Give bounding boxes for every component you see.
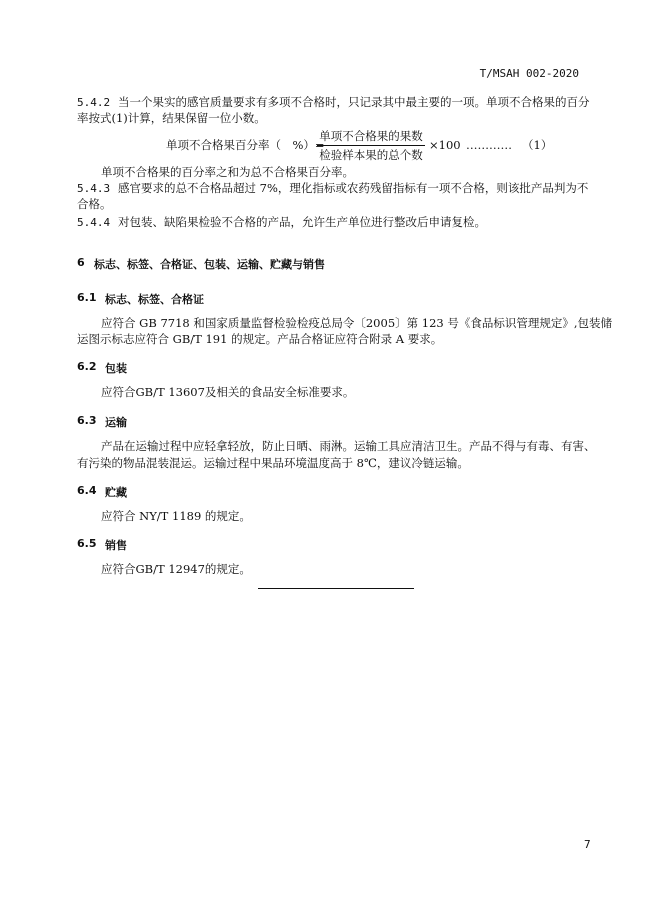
section-6-3-line-2: 有污染的物品混装混运。运输过程中果品环境温度高于 8℃，建议冷链运输。 bbox=[77, 456, 469, 470]
formula-numerator: 单项不合格果的果数 bbox=[317, 128, 425, 146]
formula-fraction bbox=[317, 128, 425, 163]
section-number-6: 6 bbox=[77, 256, 85, 269]
formula-multiplier: ×100 bbox=[429, 138, 461, 152]
section-number-6-4: 6.4 bbox=[77, 484, 97, 497]
clause-5-4-2-line-1: 当一个果实的感官质量要求有多项不合格时，只记录其中最主要的一项。单项不合格果的百分 bbox=[118, 95, 590, 109]
section-number-6-2: 6.2 bbox=[77, 360, 97, 373]
section-6-2-heading: 包装 bbox=[105, 362, 127, 375]
section-6-1-line-1: 应符合 GB 7718 和国家质量监督检验检疫总局令〔2005〕第 123 号《食品标识管理规定》,包装储 bbox=[101, 316, 613, 330]
section-6-5-heading: 销售 bbox=[105, 539, 127, 552]
clause-5-4-2-note: 单项不合格果的百分率之和为总不合格果百分率。 bbox=[101, 165, 354, 179]
clause-number-5-4-4: 5.4.4 bbox=[77, 216, 111, 229]
clause-number-5-4-3: 5.4.3 bbox=[77, 182, 111, 195]
section-6-4-heading: 贮藏 bbox=[105, 486, 127, 499]
section-number-6-1: 6.1 bbox=[77, 291, 97, 304]
page-number: 7 bbox=[584, 838, 591, 851]
section-number-6-5: 6.5 bbox=[77, 537, 97, 550]
clause-number-5-4-2: 5.4.2 bbox=[77, 96, 111, 109]
formula-leader-dots: ………… bbox=[466, 138, 512, 152]
section-6-heading: 标志、标签、合格证、包装、运输、贮藏与销售 bbox=[94, 258, 325, 271]
formula-lhs: 单项不合格果百分率（ %）= bbox=[166, 138, 325, 152]
formula-denominator: 检验样本果的总个数 bbox=[319, 148, 423, 162]
section-6-4-text: 应符合 NY/T 1189 的规定。 bbox=[101, 509, 251, 523]
formula-equation-number: （1） bbox=[522, 138, 553, 152]
end-of-text-rule bbox=[258, 588, 414, 589]
section-6-5-text: 应符合GB/T 12947的规定。 bbox=[101, 562, 251, 576]
clause-5-4-3-line-1: 感官要求的总不合格品超过 7%，理化指标或农药残留指标有一项不合格，则该批产品判为不 bbox=[118, 181, 589, 195]
clause-5-4-4-text: 对包装、缺陷果检验不合格的产品，允许生产单位进行整改后申请复检。 bbox=[118, 215, 486, 229]
section-6-1-line-2: 运图示标志应符合 GB/T 191 的规定。产品合格证应符合附录 A 要求。 bbox=[77, 332, 443, 346]
section-6-3-heading: 运输 bbox=[105, 416, 127, 429]
section-6-1-heading: 标志、标签、合格证 bbox=[105, 293, 204, 306]
document-id: T/MSAH 002-2020 bbox=[479, 67, 579, 80]
section-6-2-text: 应符合GB/T 13607及相关的食品安全标准要求。 bbox=[101, 385, 355, 399]
section-number-6-3: 6.3 bbox=[77, 414, 97, 427]
clause-5-4-3-line-2: 合格。 bbox=[77, 197, 112, 211]
clause-5-4-2-line-2: 率按式(1)计算，结果保留一位小数。 bbox=[77, 111, 266, 125]
section-6-3-line-1: 产品在运输过程中应轻拿轻放，防止日晒、雨淋。运输工具应清洁卫生。产品不得与有毒、有害、 bbox=[101, 439, 596, 453]
